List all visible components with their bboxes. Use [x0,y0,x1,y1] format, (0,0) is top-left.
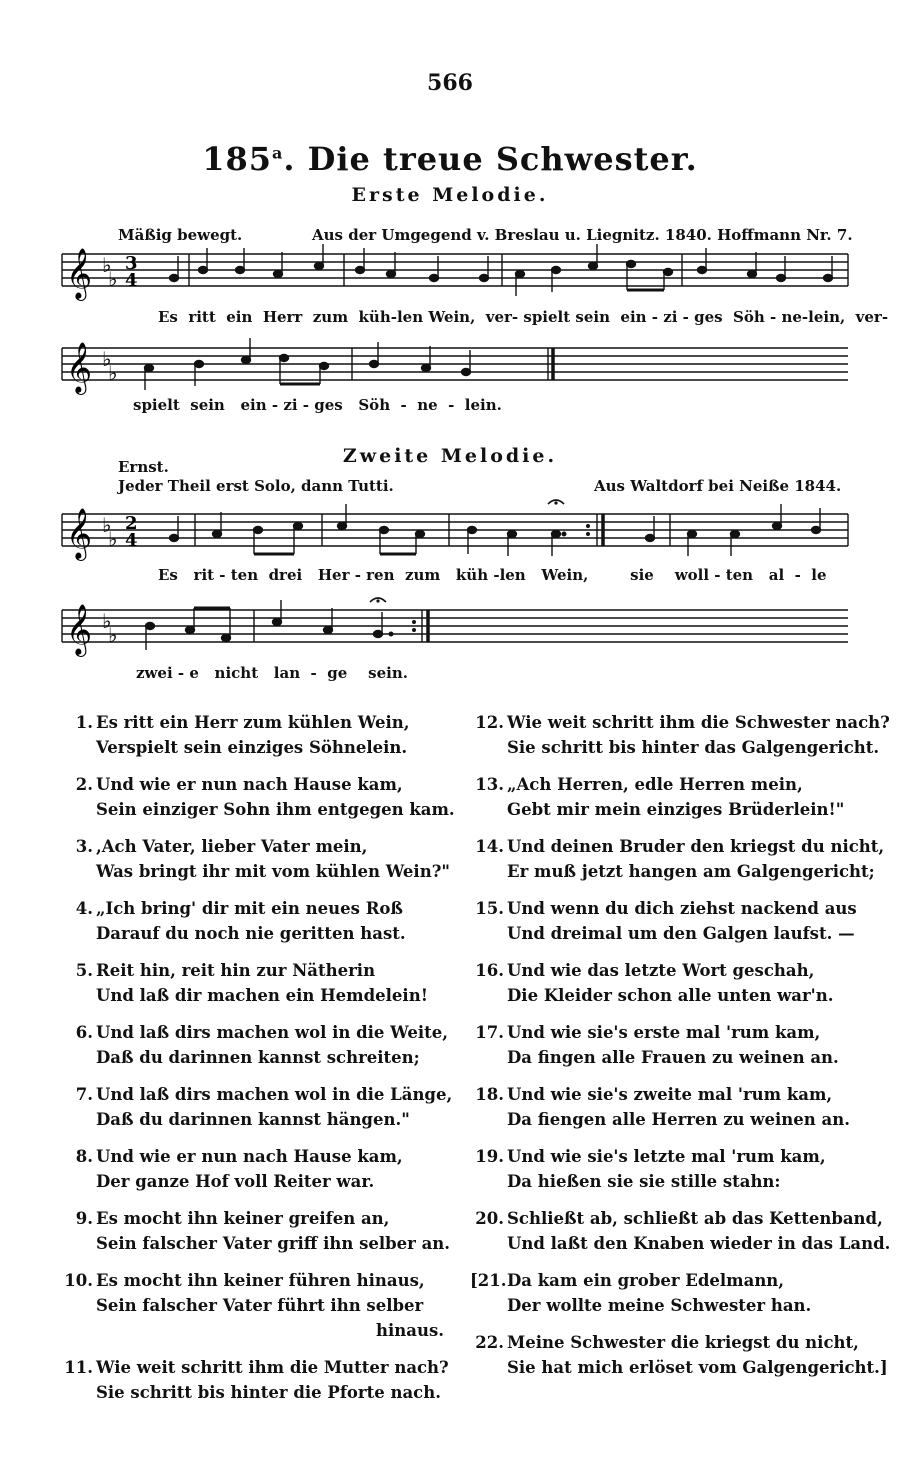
page-number: 566 [427,70,473,96]
melody2-staff-1 [62,498,852,562]
verse-line: Sein falscher Vater führt ihn selber [96,1296,424,1315]
verse-number: 19. [475,1147,504,1166]
verse-line: Der wollte meine Schwester han. [507,1296,812,1315]
verse-line: ,Ach Vater, lieber Vater mein, [96,837,368,856]
verse-number: 13. [475,775,504,794]
verse-line: hinaus. [376,1321,444,1340]
verse-line: Und dreimal um den Galgen laufst. — [507,924,855,943]
verse-line: Und wie sie's erste mal 'rum kam, [507,1023,821,1042]
treble-clef-icon: 𝄞 [66,508,93,559]
verse-line: Daß du darinnen kannst schreiten; [96,1048,420,1067]
verse-number: [21. [470,1271,507,1290]
treble-clef-icon: 𝄞 [66,248,93,299]
melody1-source: Aus der Umgegend v. Breslau u. Liegnitz. 1840. Hoffmann Nr. 7. [312,226,853,244]
verse-number: 9. [75,1209,93,1228]
verse-number: 8. [75,1147,93,1166]
svg-text:♭: ♭ [108,361,118,385]
svg-text:♭: ♭ [102,513,112,537]
treble-clef-icon: 𝄞 [66,342,93,393]
svg-text:♭: ♭ [102,609,112,633]
svg-text:♭: ♭ [102,253,112,277]
verse-number: 7. [75,1085,93,1104]
verse-line: Es ritt ein Herr zum kühlen Wein, [96,713,410,732]
verse-line: Sein falscher Vater griff ihn selber an. [96,1234,451,1253]
verse-line: Sie schritt bis hinter die Pforte nach. [96,1383,441,1402]
melody1-staff-2 [62,336,852,396]
verse-line: Verspielt sein einziges Söhnelein. [96,738,408,757]
melody1-tempo: Mäßig bewegt. [118,226,243,244]
verse-line: Und laß dir machen ein Hemdelein! [96,986,428,1005]
melody1-staff-1 [62,242,852,302]
verse-line: Die Kleider schon alle unten war'n. [507,986,834,1005]
melody2-staff-2 [62,594,852,658]
verse-line: Da fingen alle Frauen zu weinen an. [507,1048,839,1067]
melody2-tempo: Ernst. [118,458,169,476]
verse-number: 5. [75,961,93,980]
verse-line: Der ganze Hof voll Reiter war. [96,1172,375,1191]
verse-line: Wie weit schritt ihm die Schwester nach? [507,713,890,732]
svg-text:♭: ♭ [108,623,118,647]
melody1-heading: Erste Melodie. [351,184,549,206]
verse-line: Da hießen sie sie stille stahn: [507,1172,781,1191]
verse-line: Sein einziger Sohn ihm entgegen kam. [96,800,455,819]
verse-number: 2. [75,775,93,794]
verse-line: Und wie das letzte Wort geschah, [507,961,815,980]
verse-line: Und laßt den Knaben wieder in das Land. [507,1234,891,1253]
verse-line: „Ich bring' dir mit ein neues Roß [96,899,403,918]
verse-number: 22. [475,1333,504,1352]
svg-text:♭: ♭ [102,347,112,371]
verse-line: Er muß jetzt hangen am Galgengericht; [507,862,875,881]
melody1-lyrics-line1: Es ritt ein Herr zum küh-len Wein, ver- spielt sein ein - zi - ges Söh - ne-lein, ver- [158,308,889,326]
verse-number: 3. [75,837,93,856]
verse-line: Schließt ab, schließt ab das Kettenband, [507,1209,883,1228]
verse-line: Meine Schwester die kriegst du nicht, [507,1333,859,1352]
verse-number: 16. [475,961,504,980]
verse-line: Es mocht ihn keiner greifen an, [96,1209,390,1228]
verse-number: 11. [64,1358,93,1377]
verse-line: Darauf du noch nie geritten hast. [96,924,406,943]
verse-number: 17. [475,1023,504,1042]
melody2-time-top: 2 [125,513,138,534]
verse-line: Es mocht ihn keiner führen hinaus, [96,1271,425,1290]
melody1-lyrics-line2: spielt sein ein - zi - ges Söh - ne - lein. [133,396,502,414]
verse-line: Was bringt ihr mit vom kühlen Wein?" [96,862,450,881]
verse-number: 1. [75,713,93,732]
melody2-time-bottom: 4 [125,530,138,551]
verse-number: 15. [475,899,504,918]
song-title: 185$^a$. Die treue Schwester. [202,140,698,178]
melody2-heading: Zweite Melodie. [342,445,558,467]
melody1-time-top: 3 [125,253,138,274]
verse-line: Und laß dirs machen wol in die Länge, [96,1085,453,1104]
song-number: 185 [202,140,272,178]
verse-line: Und wie er nun nach Hause kam, [96,775,403,794]
verse-number: 18. [475,1085,504,1104]
verse-line: Wie weit schritt ihm die Mutter nach? [96,1358,449,1377]
melody2-source: Aus Waltdorf bei Neiße 1844. [594,477,842,495]
melody1-time-bottom: 4 [125,270,138,291]
verse-line: Und wie sie's zweite mal 'rum kam, [507,1085,833,1104]
verse-line: „Ach Herren, edle Herren mein, [507,775,803,794]
verse-number: 14. [475,837,504,856]
verse-line: Und wie er nun nach Hause kam, [96,1147,403,1166]
verse-number: 10. [64,1271,93,1290]
verse-line: Daß du darinnen kannst hängen." [96,1110,410,1129]
verse-line: Sie schritt bis hinter das Galgengericht. [507,738,880,757]
verse-line: Reit hin, reit hin zur Nätherin [96,961,376,980]
svg-text:♭: ♭ [108,267,118,291]
verse-line: Und laß dirs machen wol in die Weite, [96,1023,448,1042]
verse-line: Da kam ein grober Edelmann, [507,1271,785,1290]
verse-line: Gebt mir mein einziges Brüderlein!" [507,800,845,819]
verse-line: Und wenn du dich ziehst nackend aus [507,899,857,918]
verse-line: Und deinen Bruder den kriegst du nicht, [507,837,885,856]
svg-text:♭: ♭ [108,527,118,551]
verse-number: 4. [75,899,93,918]
verse-line: Da fiengen alle Herren zu weinen an. [507,1110,850,1129]
verse-number: 6. [75,1023,93,1042]
melody2-lyrics-line1: Es rit - ten drei Her - ren zum küh -len Wein, sie woll - ten al - le [158,566,827,584]
verse-number: 20. [475,1209,504,1228]
verse-line: Und wie sie's letzte mal 'rum kam, [507,1147,826,1166]
melody2-performance-note: Jeder Theil erst Solo, dann Tutti. [118,477,394,495]
song-number-suffix: a [271,143,284,163]
verse-number: 12. [475,713,504,732]
song-title-text: Die treue Schwester. [307,140,698,178]
verse-line: Sie hat mich erlöset vom Galgengericht.] [507,1358,888,1377]
treble-clef-icon: 𝄞 [66,604,93,655]
melody2-lyrics-line2: zwei - e nicht lan - ge sein. [136,664,408,682]
